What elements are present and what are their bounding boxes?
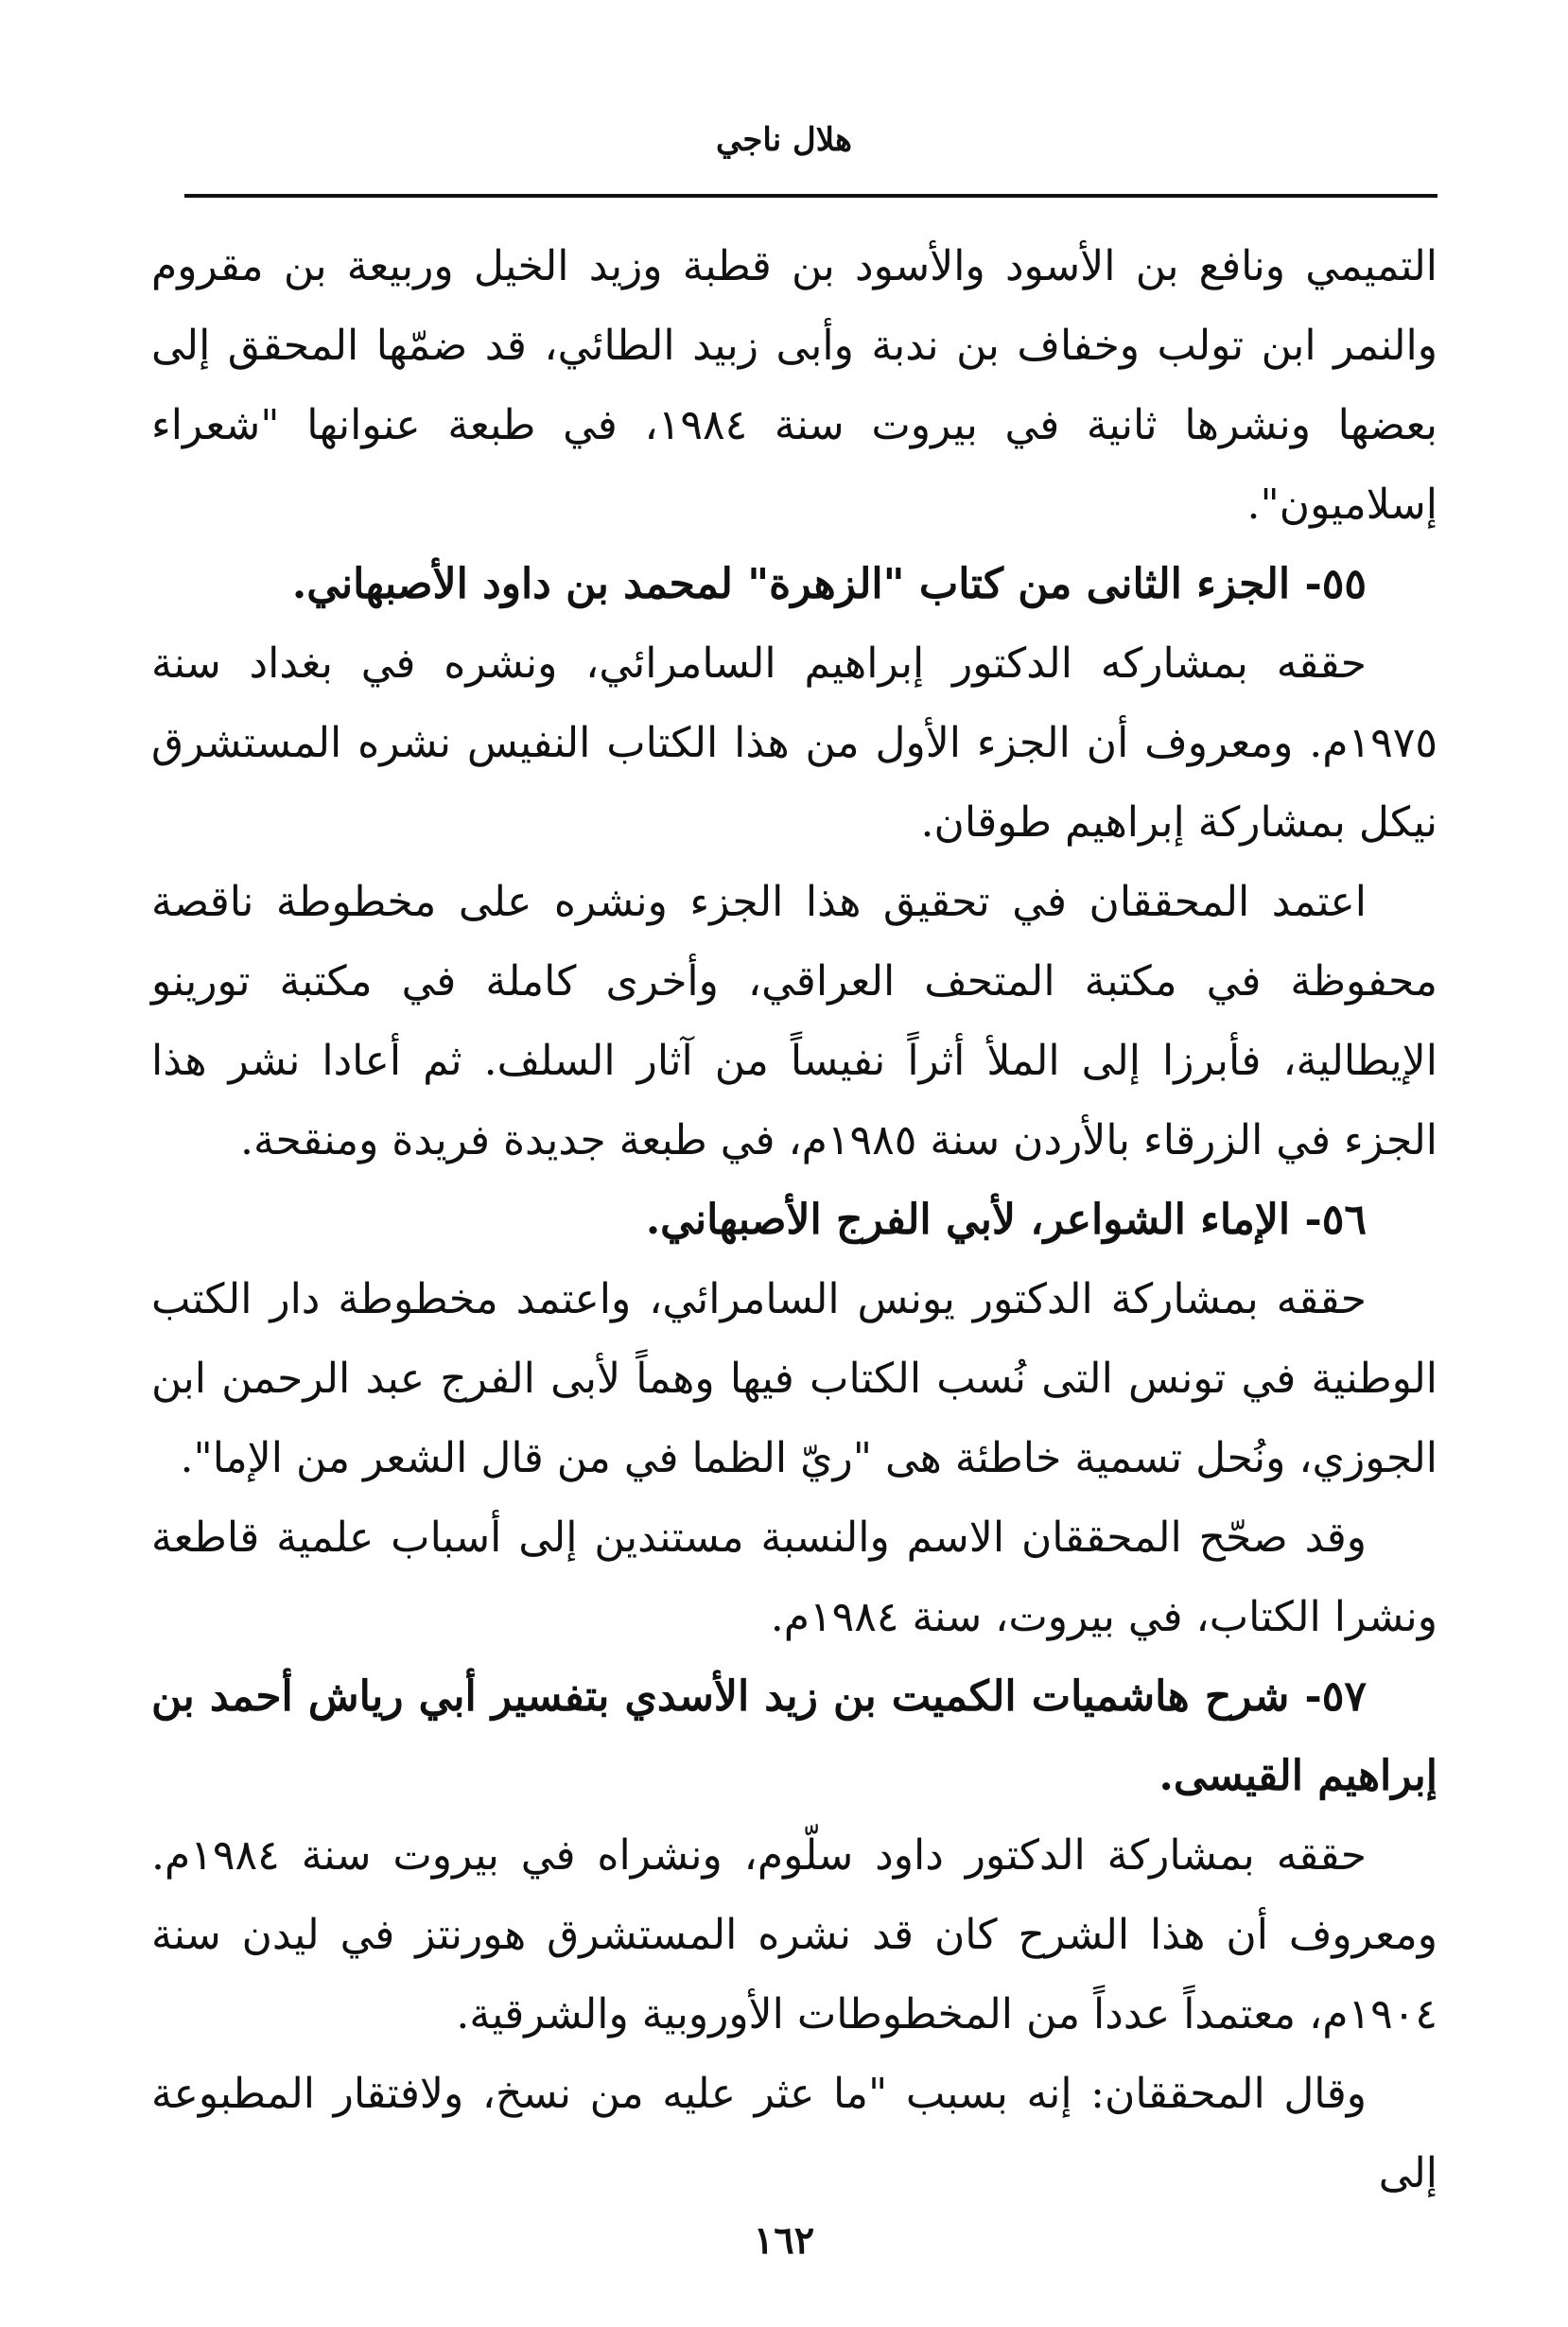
body-text [151,227,1437,2213]
paragraph: حققه بمشاركة الدكتور يونس السامرائي، واعتمد مخطوطة دار الكتب الوطنية في تونس التى نُسب الكتاب فيها وهماً لأبى الفرج عبد الرحمن ابن الجوزي، ونُحل تسمية خاطئة هى "ريّ الظما في من قال الشعر من الإما". [151,1275,1437,1482]
paragraph-continuation: التميمي ونافع بن الأسود والأسود بن قطبة وزيد الخيل وربيعة بن مقروم والنمر ابن تولب وخفاف بن ندبة وأبى زبيد الطائي، قد ضمّها المحقق إلى بعضها ونشرها ثانية في بيروت سنة ١٩٨٤، في طبعة عنوانها "شعراء إسلاميون". [151,242,1437,529]
entry-heading-57: ٥٧- شرح هاشميات الكميت بن زيد الأسدي بتفسير أبي رياش أحمد بن إبراهيم القيسى. [151,1672,1437,1800]
paragraph: وقد صحّح المحققان الاسم والنسبة مستندين إلى أسباب علمية قاطعة ونشرا الكتاب، في بيروت، سنة ١٩٨٤م. [151,1513,1437,1641]
entry-heading-55: ٥٥- الجزء الثانى من كتاب "الزهرة" لمحمد بن داود الأصبهاني. [291,560,1367,608]
paragraph: اعتمد المحققان في تحقيق هذا الجزء ونشره على مخطوطة ناقصة محفوظة في مكتبة المتحف العراقي، وأخرى كاملة في مكتبة تورينو الإيطالية، فأبرزا إلى الملأ أثراً نفيساً من آثار السلف. ثم أعادا نشر هذا الجزء في الزرقاء بالأردن سنة ١٩٨٥م، في طبعة جديدة فريدة ومنقحة. [151,878,1437,1164]
page-number: ١٦٢ [753,2218,815,2263]
paragraph: وقال المحققان: إنه بسبب "ما عثر عليه من نسخ، ولافتقار المطبوعة إلى [151,2070,1437,2197]
header-divider [184,194,1437,198]
entry-heading-56: ٥٦- الإماء الشواعر، لأبي الفرج الأصبهاني. [645,1196,1367,1244]
running-header: هلال ناجي [716,121,852,159]
paragraph: حققه بمشاركه الدكتور إبراهيم السامرائي، ونشره في بغداد سنة ١٩٧٥م. ومعروف أن الجزء الأول من هذا الكتاب النفيس نشره المستشرق نيكل بمشاركة إبراهيم طوقان. [151,639,1437,847]
paragraph: حققه بمشاركة الدكتور داود سلّوم، ونشراه في بيروت سنة ١٩٨٤م. ومعروف أن هذا الشرح كان قد نشره المستشرق هورنتز في ليدن سنة ١٩٠٤م، معتمداً عدداً من المخطوطات الأوروبية والشرقية. [151,1831,1437,2038]
